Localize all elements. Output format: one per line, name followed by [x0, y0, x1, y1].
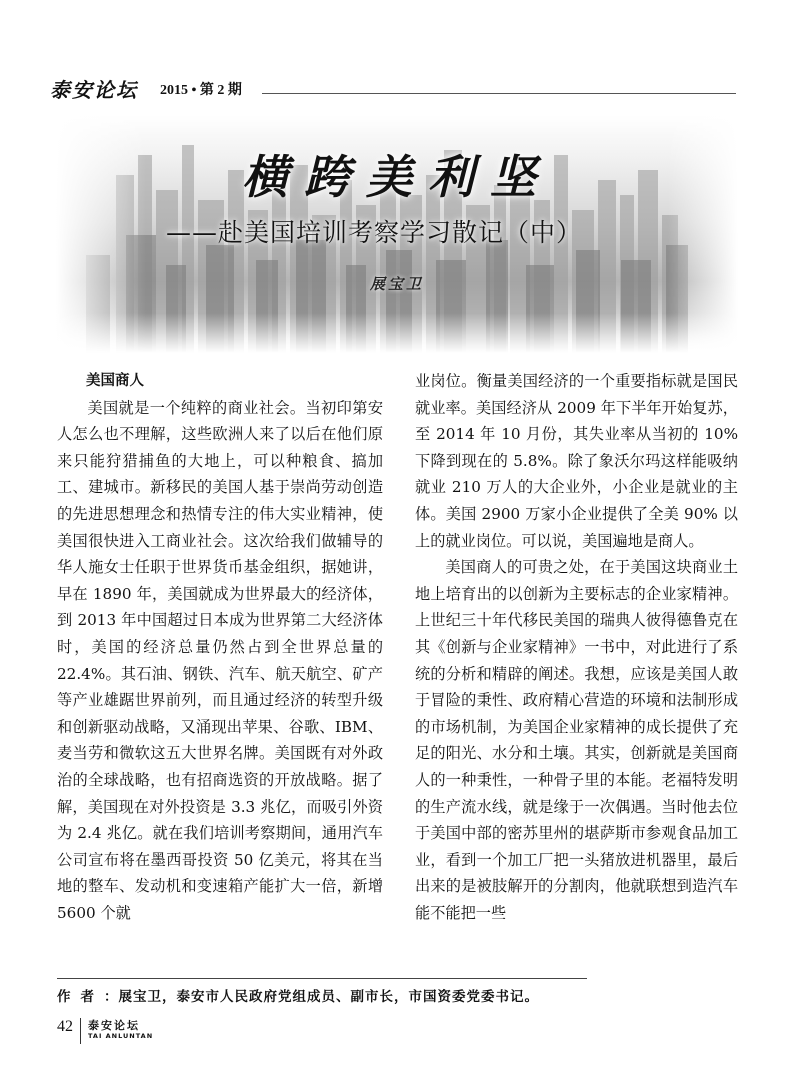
section-heading: 美国商人	[86, 373, 144, 389]
paragraph: 业岗位。衡量美国经济的一个重要指标就是国民就业率。美国经济从 2009 年下半年开始复苏，至 2014 年 10 月份，其失业率从当初的 10% 下降到现在的 5.8%。除了象沃尔玛这样能吸纳就业 210 万人的大企业外，小企业是就业的主体。美国 2900 万家小企业提供了全美 90% 以上的就业岗位。可以说，美国遍地是商人。	[415, 372, 738, 550]
left-column	[57, 368, 383, 926]
footnote-label: 作者	[57, 989, 104, 1005]
footnote-rule	[57, 978, 587, 979]
footnote-text: ：展宝卫，泰安市人民政府党组成员、副市长，市国资委党委书记。	[104, 989, 539, 1005]
paragraph: 美国商人的可贵之处，在于美国这块商业土地上培育出的以创新为主要标志的企业家精神。上世纪三十年代移民美国的瑞典人彼得德鲁克在其《创新与企业家精神》一书中，对此进行了系统的分析和精辟的阐述。我想，应该是美国人敢于冒险的秉性、政府精心营造的环境和法制形成的市场机制，为美国企业家精神的成长提供了充足的阳光、水分和土壤。其实，创新就是美国商人的一种秉性，一种骨子里的本能。老福特发明的生产流水线，就是缘于一次偶遇。当时他去位于美国中部的密苏里州的堪萨斯市参观食品加工业，看到一个加工厂把一头猪放进机器里，最后出来的是被肢解开的分割肉，他就联想到造汽车能不能把一些	[415, 558, 738, 922]
right-column	[415, 368, 738, 926]
footer-journal-cn: 泰安论坛	[88, 1019, 140, 1032]
footer-journal-en: TAI ANLUNTAN	[88, 1032, 154, 1040]
page-number: 42	[57, 1018, 73, 1035]
article-subtitle: ——赴美国培训考察学习散记（中）	[166, 218, 583, 247]
header-rule	[262, 93, 736, 94]
author-footnote	[57, 985, 539, 1005]
paragraph: 美国就是一个纯粹的商业社会。当初印第安人怎么也不理解，这些欧洲人来了以后在他们原来只能狩猎捕鱼的大地上，可以种粮食、搞加工、建城市。新移民的美国人基于崇尚劳动创造的先进思想理念和热情专注的伟大实业精神，使美国很快进入工商业社会。这次给我们做辅导的华人施女士任职于世界货币基金组织，据她讲，早在 1890 年，美国就成为世界最大的经济体，到 2013 年中国超过日本成为世界第二大经济体时，美国的经济总量仍然占到全世界总量的 22.4%。其石油、钢铁、汽车、航天航空、矿产等产业雄踞世界前列，而且通过经济的转型升级和创新驱动战略，又涌现出苹果、谷歌、IBM、麦当劳和微软这五大世界名牌。美国既有对外政治的全球战略，也有招商选资的开放战略。据了解，美国现在对外投资是 3.3 兆亿，而吸引外资为 2.4 兆亿。就在我们培训考察期间，通用汽车公司宣布将在墨西哥投资 50 亿美元，将其在当地的整车、发动机和变速箱产能扩大一倍，新增 5600 个就	[57, 398, 383, 922]
article-title: 横跨美利坚	[242, 150, 552, 204]
banner-fade-bottom	[56, 313, 738, 353]
issue-label: 2015 • 第 2 期	[160, 83, 242, 98]
footer-divider	[80, 1018, 81, 1044]
journal-name: 泰安论坛	[50, 78, 138, 102]
title-banner	[56, 115, 738, 353]
article-author: 展宝卫	[369, 275, 424, 293]
